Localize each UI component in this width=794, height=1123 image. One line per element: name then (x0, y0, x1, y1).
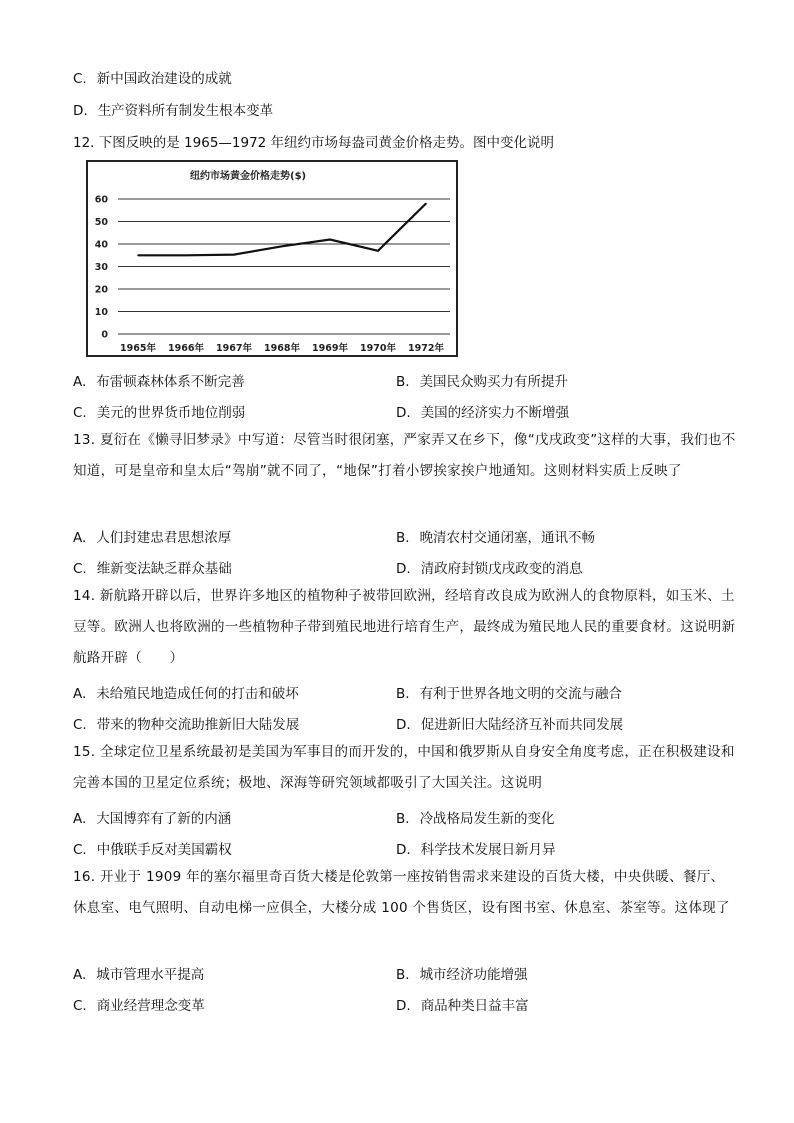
q15-stem: 15. 全球定位卫星系统最初是美国为军事目的而开发的，中国和俄罗斯从自身安全角度考虑，正在积极建设和完善本国的卫星定位系统；极地、深海等研究领域都吸引了大国关注。这说明 (73, 744, 735, 791)
option-label: A. (73, 967, 87, 983)
option-label: A. (73, 530, 87, 546)
q16-option-c[interactable] (73, 994, 205, 1014)
q14-option-c[interactable] (73, 713, 299, 733)
q15-option-b[interactable] (396, 807, 555, 827)
q12-option-b[interactable] (396, 370, 568, 390)
q12-option-c[interactable] (73, 401, 245, 421)
option-text: 带来的物种交流助推新旧大陆发展 (96, 717, 300, 733)
y-tick-label: 40 (94, 239, 108, 251)
x-tick-label: 1968年 (264, 343, 300, 354)
gold-price-chart (86, 160, 458, 357)
option-label: D. (396, 405, 411, 421)
option-label: C. (73, 71, 87, 87)
y-tick-label: 20 (94, 284, 108, 296)
option-text: 商业经营理念变革 (96, 998, 205, 1014)
q16-option-b[interactable] (396, 963, 528, 983)
data-point (185, 254, 187, 256)
option-label: A. (73, 374, 87, 390)
q14-option-b[interactable] (396, 682, 622, 702)
option-label: B. (396, 686, 410, 702)
option-label: C. (73, 717, 87, 733)
x-tick-label: 1965年 (120, 343, 156, 354)
option-label: D. (396, 561, 411, 577)
y-tick-label: 0 (101, 329, 108, 341)
option-label: C. (73, 561, 87, 577)
y-tick-label: 30 (94, 262, 108, 273)
prev-option-d (73, 99, 273, 119)
option-label: D. (73, 103, 88, 119)
option-label: C. (73, 842, 87, 858)
option-label: D. (396, 998, 411, 1014)
x-tick-label: 1969年 (312, 343, 348, 354)
q15-option-d[interactable] (396, 838, 556, 858)
q15-option-a[interactable] (73, 807, 231, 827)
option-text: 未给殖民地造成任何的打击和破坏 (96, 686, 299, 702)
data-point (137, 254, 139, 256)
option-text: 布雷顿森林体系不断完善 (96, 374, 245, 390)
option-text: 中俄联手反对美国霸权 (96, 842, 232, 858)
option-text: 人们封建忠君思想浓厚 (96, 530, 232, 546)
option-label: C. (73, 405, 87, 421)
q14-option-d[interactable] (396, 713, 623, 733)
y-tick-label: 60 (94, 194, 108, 206)
q16-option-d[interactable] (396, 994, 529, 1014)
q16-option-a[interactable] (73, 963, 204, 983)
option-label: B. (396, 530, 410, 546)
option-text: 城市管理水平提高 (96, 967, 205, 983)
x-tick-label: 1972年 (408, 343, 444, 354)
series-line (138, 204, 426, 256)
y-tick-label: 10 (94, 307, 108, 318)
option-label: B. (396, 374, 410, 390)
q12-option-d[interactable] (396, 401, 569, 421)
option-text: 生产资料所有制发生根本变革 (97, 103, 274, 119)
option-label: C. (73, 998, 87, 1014)
q16-stem: 16. 开业于 1909 年的塞尔福里奇百货大楼是伦敦第一座按销售需求来建设的百货大楼，中央供暖、餐厅、休息室、电气照明、自动电梯一应俱全，大楼分成 100 个售货区，设有图书室、休息室、茶室等。这体现了 (73, 869, 730, 916)
q13-option-b[interactable] (396, 526, 595, 546)
x-tick-label: 1966年 (168, 343, 204, 354)
option-label: A. (73, 686, 87, 702)
data-point (281, 245, 283, 247)
chart-canvas (88, 162, 456, 355)
option-text: 美国民众购买力有所提升 (419, 374, 569, 390)
option-text: 新中国政治建设的成就 (96, 71, 232, 87)
option-text: 冷战格局发生新的变化 (419, 811, 555, 827)
option-text: 维新变法缺乏群众基础 (96, 561, 232, 577)
q13-option-c[interactable] (73, 557, 232, 577)
q12-option-a[interactable] (73, 370, 245, 390)
option-text: 大国博弈有了新的内涵 (96, 811, 232, 827)
data-point (377, 250, 379, 252)
chart-title: 纽约市场黄金价格走势($) (190, 171, 307, 182)
q12-stem: 12. 下图反映的是 1965—1972 年纽约市场每盎司黄金价格走势。图中变化说明 (73, 135, 555, 151)
x-tick-label: 1970年 (360, 343, 396, 354)
option-text: 美国的经济实力不断增强 (420, 405, 570, 421)
q15-option-c[interactable] (73, 838, 232, 858)
q14-option-a[interactable] (73, 682, 299, 702)
q13-option-d[interactable] (396, 557, 583, 577)
q13-option-a[interactable] (73, 526, 231, 546)
option-label: D. (396, 717, 411, 733)
option-text: 清政府封锁戊戌政变的消息 (420, 561, 583, 577)
x-tick-label: 1967年 (216, 343, 252, 354)
option-label: A. (73, 811, 87, 827)
option-text: 城市经济功能增强 (419, 967, 528, 983)
option-text: 晚清农村交通闭塞，通讯不畅 (419, 530, 596, 546)
option-text: 美元的世界货币地位削弱 (96, 405, 246, 421)
option-label: B. (396, 967, 410, 983)
option-text: 有利于世界各地文明的交流与融合 (419, 686, 623, 702)
data-point (233, 254, 235, 256)
option-label: D. (396, 842, 411, 858)
data-point (425, 203, 427, 205)
option-text: 促进新旧大陆经济互补而共同发展 (420, 717, 624, 733)
option-text: 商品种类日益丰富 (420, 998, 529, 1014)
prev-option-c (73, 67, 232, 87)
q13-stem: 13. 夏衍在《懒寻旧梦录》中写道：尽管当时很闭塞，严家弄又在乡下，像“戊戌政变”这样的大事，我们也不知道，可是皇帝和皇太后“驾崩”就不同了，“地保”打着小锣挨家挨户地通知。这则材料实质上反映了 (73, 432, 736, 479)
y-tick-label: 50 (94, 217, 108, 228)
q14-stem: 14. 新航路开辟以后，世界许多地区的植物种子被带回欧洲，经培育改良成为欧洲人的食物原料，如玉米、土豆等。欧洲人也将欧洲的一些植物种子带到殖民地进行培育生产，最终成为殖民地人民的重要食材。这说明新航路开辟（ ） (73, 588, 736, 666)
data-point (329, 239, 331, 241)
option-text: 科学技术发展日新月异 (420, 842, 556, 858)
option-label: B. (396, 811, 410, 827)
